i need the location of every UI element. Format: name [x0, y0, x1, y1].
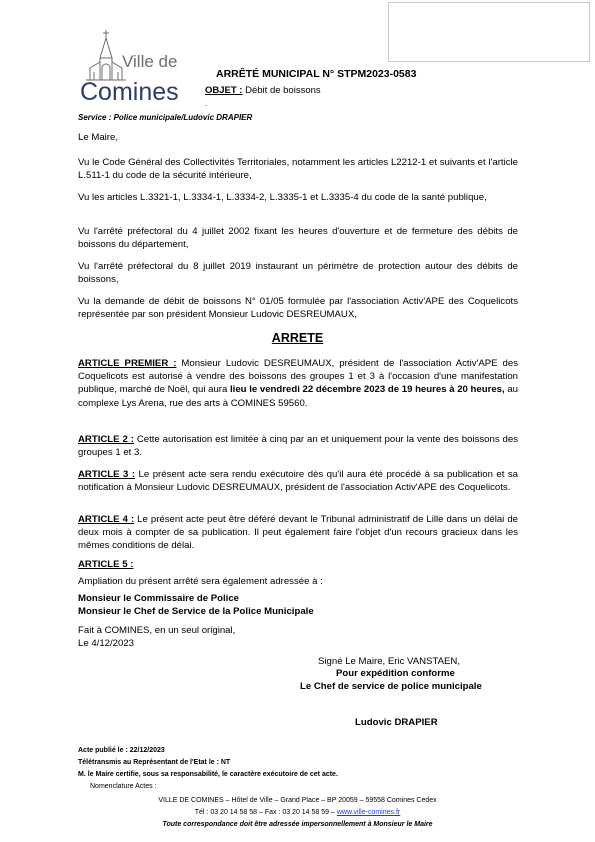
- article-3-label: ARTICLE 3 :: [78, 469, 136, 480]
- service-line: Service : Police municipale/Ludovic DRAPIER: [78, 113, 253, 122]
- article-3-text: Le présent acte sera rendu exécutoire dès qu'il aura été procédé à sa publication et sa notification à Monsieur Ludovic DESREUMAUX, président de l'association Activ'APE des Coquelicots.: [78, 469, 519, 494]
- objet-label: OBJET :: [205, 85, 243, 96]
- article-5: [78, 558, 518, 571]
- website-link[interactable]: www.ville-comines.fr: [336, 809, 401, 816]
- acte-publie: Acte publié le : 22/12/2023: [78, 747, 165, 754]
- objet-line: [205, 85, 321, 96]
- logo-text-comines: Comines: [80, 78, 179, 106]
- article-5-label: ARTICLE 5 :: [78, 559, 134, 570]
- stamp-box: [388, 2, 590, 62]
- fait-a: Fait à COMINES, en un seul original,: [78, 625, 236, 636]
- article-1-text-b: au complexe Lys Arena, rue des arts à COMINES 59560.: [78, 384, 519, 409]
- pour-expedition: Pour expédition conforme: [336, 668, 455, 679]
- destinataire-commissaire: Monsieur le Commissaire de Police: [78, 593, 240, 604]
- vu-demande: Vu la demande de débit de boissons N° 01/05 formulée par l'association Activ'APE des Coquelicots représentée par son président Monsieur Ludovic DESREUMAUX,: [78, 296, 518, 321]
- teletransmis: Télétransmis au Représentant de l'Etat le : NT: [78, 759, 231, 766]
- article-1: [78, 357, 518, 410]
- article-4-label: ARTICLE 4 :: [78, 514, 135, 525]
- signatory-name: Ludovic DRAPIER: [355, 717, 438, 728]
- vu-arrete-2019: Vu l'arrêté préfectoral du 8 juillet 2019 instaurant un périmètre de protection autour des débits de boissons,: [78, 261, 518, 286]
- document-title: ARRÊTÉ MUNICIPAL N° STPM2023-0583: [216, 68, 417, 80]
- vu-arrete-2002: Vu l'arrêté préfectoral du 4 juillet 2002 fixant les heures d'ouverture et de fermeture des débits de boissons du département,: [78, 226, 518, 251]
- objet-dot: .: [205, 99, 208, 108]
- chef-service: Le Chef de service de police municipale: [300, 681, 482, 692]
- footer-correspondance: Toute correspondance doit être adressée impersonnellement à Monsieur le Maire: [162, 821, 433, 828]
- signature-maire: Signé Le Maire, Eric VANSTAEN,: [318, 656, 460, 667]
- date-signature: Le 4/12/2023: [78, 638, 135, 649]
- article-1-text-a: Monsieur Ludovic DESREUMAUX, président de l'association Activ'APE des Coquelicots est autorisé à vendre des boissons des groupes 1 et 3 à l'occasion d'une manifestation publique, marché de Noël, qui aura: [78, 358, 518, 396]
- article-1-date: lieu le vendredi 22 décembre 2023 de 19 heures à 20 heures,: [230, 384, 505, 396]
- article-4: [78, 513, 518, 553]
- certification: M. le Maire certifie, sous sa responsabilité, le caractère exécutoire de cet acte.: [78, 771, 338, 778]
- destinataire-chef-police: Monsieur le Chef de Service de la Police Municipale: [78, 606, 314, 617]
- ampliation: Ampliation du présent arrêté sera également adressée à :: [78, 576, 323, 587]
- vu-cgct: Vu le Code Général des Collectivités Territoriales, notamment les articles L2212-1 et suivants et l'article L.511-1 du code de la sécurité intérieure,: [78, 157, 518, 182]
- le-maire: Le Maire,: [78, 132, 118, 143]
- footer-contact: [0, 809, 595, 816]
- article-2-label: ARTICLE 2 :: [78, 434, 134, 445]
- arrete-heading: ARRETE: [271, 331, 324, 345]
- footer-tel: Tél : 03 20 14 58 58 – Fax : 03 20 14 58 59 –: [194, 809, 337, 816]
- ville-de-comines-logo: [76, 28, 196, 108]
- vu-sante-publique: Vu les articles L.3321-1, L.3334-1, L.3334-2, L.3335-1 et L.3335-4 du code de la santé publique,: [78, 192, 487, 203]
- article-1-label: ARTICLE PREMIER :: [78, 358, 177, 369]
- article-3: [78, 468, 518, 494]
- article-2-text: Cette autorisation est limitée à cinq par an et uniquement pour la vente des boissons des groupes 1 et 3.: [78, 434, 519, 459]
- article-2: [78, 433, 518, 459]
- article-4-text: Le présent acte peut être déféré devant le Tribunal administratif de Lille dans un délai de deux mois à compter de sa publication. Il peut également faire l'objet d'un recours gracieux dans les mêmes conditions de délai.: [78, 514, 518, 552]
- objet-value: Débit de boissons: [242, 85, 321, 96]
- nomenclature: Nomenclature Actes :: [90, 783, 157, 790]
- logo-text-ville-de: Ville de: [122, 52, 178, 71]
- footer-address: VILLE DE COMINES – Hôtel de Ville – Grand Place – BP 20059 – 59558 Comines Cedex: [158, 797, 437, 804]
